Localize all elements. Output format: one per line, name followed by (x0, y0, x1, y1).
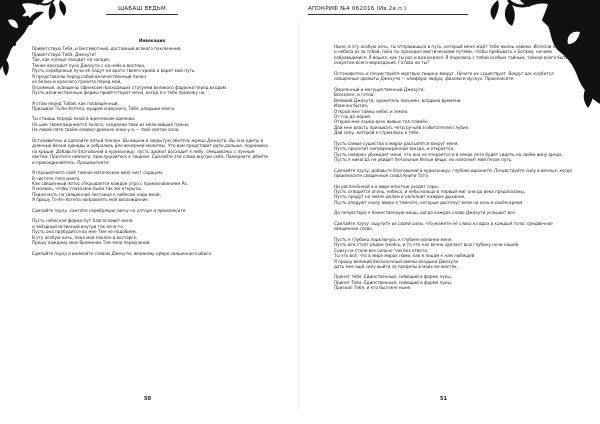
text-line: Пусть небесная форма Нут благословит меня, (32, 218, 134, 224)
text-line: Приветствую Тебя, Джехути! (32, 51, 97, 57)
text-line: Пусть я глубоко подключусь к глубине изнанки меня, (334, 236, 453, 242)
text-line: Я стою перед Тобой, как посвящённый, (32, 100, 119, 106)
text-line: На шее твоей виднеются золото, сандалии твои из мельчайших пальм, (32, 121, 190, 127)
right-header-rule (308, 14, 468, 15)
left-page (4, 0, 296, 424)
text-line: Дай мне власть призывать четы ручьёв в обитателей глубин. (334, 124, 470, 130)
text-line: Я прошу великий бесконечный имени владыки Джехути (334, 258, 459, 264)
text-line: Я (прошепчите своё тайное магическое имя) чист сердцем, (32, 170, 164, 176)
text-line: Я молюсь, чтобы глаза мои были так же открыты. (32, 186, 143, 192)
instruction-text: Остановитесь и сделайте пятый поклон. Вы вошли в закрытую обитель жреца Джехути. Вы она одеты в длинные белые одежды и собрались для вечерней молитвы. Что вам представит идти дальше, поднимись на крыше. Добавьте благовоний в курильницу, пусть аромат восходит к небу, смешиваясь с лунным светом. Прочтите немного, прислушайтесь к тишине. Сделайте эти слова внутри себя. Помедлите, вбейте и присоединяйтесь. Прошмыгните: (32, 137, 269, 165)
text-line: Пусть самые существа в мирах рассыпятся вокруг меня, (334, 140, 459, 146)
text-line: Принят Тебя, Единственный, сияющий в форме луны, (334, 279, 453, 285)
right-page-number: 51 (440, 396, 447, 402)
text-line: В чистоте тела моего. (32, 175, 81, 181)
text-line: Пусть я никогда не увидит печальные белые вещи, но наполнит мой песок путь. (334, 157, 513, 163)
text-line: Открой мне языки всех живых тел племён, (334, 119, 429, 125)
right-page-body (334, 44, 576, 291)
text-line: Признал Тебя, и кто был мне ныне. (334, 285, 412, 291)
left-header-text: ШАБАШ ВЕДЬМ (118, 6, 166, 12)
text-line: Снизу на стали все сильно там без ответа, (334, 247, 429, 253)
text-line: Ты стоишь передо мной в жреческом одеянии, (32, 116, 136, 122)
book-gutter (298, 20, 299, 410)
right-page-text-lines (334, 44, 576, 291)
text-line: Пусть она пробудится во мне Тем не подобием. (32, 229, 137, 235)
text-line: Прошу каждому мою Временам Тем ясно перед мной. (32, 240, 151, 246)
right-page (300, 0, 592, 424)
text-line: Открой мне тайны небес и земли, (334, 108, 409, 114)
text-line: Пусть отворится огонь, небеса, и неба кольцо в первый миг они до века предсказаны, (334, 188, 526, 194)
text-line: дать мне ещё силу выйти за пределы в моих вечностях. (334, 263, 458, 269)
text-line: Извечно бытия, (334, 103, 369, 109)
text-line: Дай силу, которой я стремлюсь к тебе. (334, 130, 420, 136)
text-line: из белых и красного гранита перед мой, (32, 79, 122, 85)
text-line: и звёздный истинный внутри так ясно-то, (32, 223, 125, 229)
text-line: В эту особую ночь, пока мой поклон в восторге, (32, 234, 138, 240)
instruction-text: Сделайте паузу, добавьте благовоний в курильницу, глубоко вдохните. Почувствуйте силу в вечных, когда произносите священные слова Книги Тота. (334, 167, 573, 179)
text-line: Ныне, в эту особую ночь, ты отправишься в путь, который меня ждёт тебе жизнь навеки. Исчезли невзгоди, и небеса из за тобой, пока ты проходил мистическими путями, чтобы пребывать с Богами, ночами собравшимися. Я вошел, как ты рос и возносился. Я поделюсь с тобой особым тайным, тайной всего бытия, секретом всего мироздания. Готова ли ты? (334, 44, 575, 66)
text-line: От гор до морей. (334, 113, 372, 119)
text-line: Да почувствую я божественную мощь, когда каждое слово Джехути услышит все. (334, 210, 517, 216)
text-line: Огромные, освящены сфинксом проходящих статуями великого фараона перед входом. (32, 84, 228, 90)
text-line: Как священный лотос открывается каждое утро с прикосновением Ра, (32, 180, 188, 186)
text-line: Пусть все стоят рядом смеясь, и то что нас вечно сделает всю глубину ночи нашей. (334, 242, 520, 248)
text-line: Так, как солнце заходит на западе, (32, 57, 111, 63)
text-line: Пусть величественные формы приветствуют меня, когда я к тебе прихожу на. (32, 90, 206, 96)
left-page-running-header (106, 6, 178, 15)
text-line: Также восходит луна Джехути с на небо в востока, (32, 62, 146, 68)
left-page-body (32, 38, 272, 256)
instruction-text: Сделайте паузу, ощутите их своей силы, что можете её слова на вдох в каждый голос предвечное священное слово. (334, 220, 553, 232)
right-page-running-header (308, 6, 468, 15)
text-line: Ни распалённой и в мире властью уходят горы, (334, 183, 440, 189)
instruction-text: Сделайте паузу, зажгите серебряную свечу на алтаре и произнесите: (32, 207, 187, 213)
right-header-text: АПОКРИФ №4 062016 (Ив.2е.п.) (308, 6, 407, 12)
left-page-text-lines (32, 46, 272, 256)
text-line: На левой пяте твоём символ-древнее анкх-у-а — твоё святое сила. (32, 127, 180, 133)
text-line: Подни мать по священной лестнице к небесам надо мной, (32, 191, 161, 197)
text-line: Великий Джехути, хранитель письмен, владыка времени (334, 97, 461, 103)
text-line: Пусть пролетит неповреждённой звезда, и откроется, (334, 146, 455, 152)
text-line: Я прошу Та-Ан-Хотепа направлять моё восхождение. (32, 197, 150, 203)
text-line: Приветствую Тебя, и бессмертный, достойный всякого поклонения, (32, 46, 182, 52)
text-line: Пусть следуют снизу вверх к темноте, которые достанут всем на ночь в своём время. (334, 199, 524, 205)
text-line: Всесилен, и готов. (334, 92, 375, 98)
text-line: Ты это всё, что в мире мирах нами, как к лицам к нам любящей. (334, 253, 476, 259)
text-line: Пусть неверен убеждает меня, что она не откроется и в неких лета будет сидеть на своём вину вреда, (334, 151, 563, 157)
left-page-number: 50 (144, 396, 151, 402)
text-line: Призывая Та-Ан-Хотепа, мудрей и верного, Тебя, владыки моего. (32, 105, 176, 111)
text-line: Пусть серебряные лучи её падут на врата твоего храма и ворот мой путь. (32, 68, 196, 74)
section-title: Инвокация (138, 38, 166, 43)
text-line: Я представляю перед собой величественный пилон (32, 73, 147, 79)
left-header-rule (106, 14, 178, 15)
text-line: Принят тебя, Единственный, сияющий в форме луны, (334, 274, 452, 280)
instruction-text: Сделайте паузу и внимайте словам Джехути, великому сфере священного ибиса. (32, 250, 213, 256)
instruction-text: Остановитесь и почувствуйте мертвую тишину вокруг. Ничего не существует. Вокруг вас клубится священные ароматы Джехути — камфора, мирра, фиалки и мускус. Произнесите: (334, 70, 554, 82)
text-line: Омоленный и могущественный Джехути, (334, 86, 425, 92)
text-line: Пусть продут на земле делом и наполнит каждое дыхание, (334, 194, 466, 200)
